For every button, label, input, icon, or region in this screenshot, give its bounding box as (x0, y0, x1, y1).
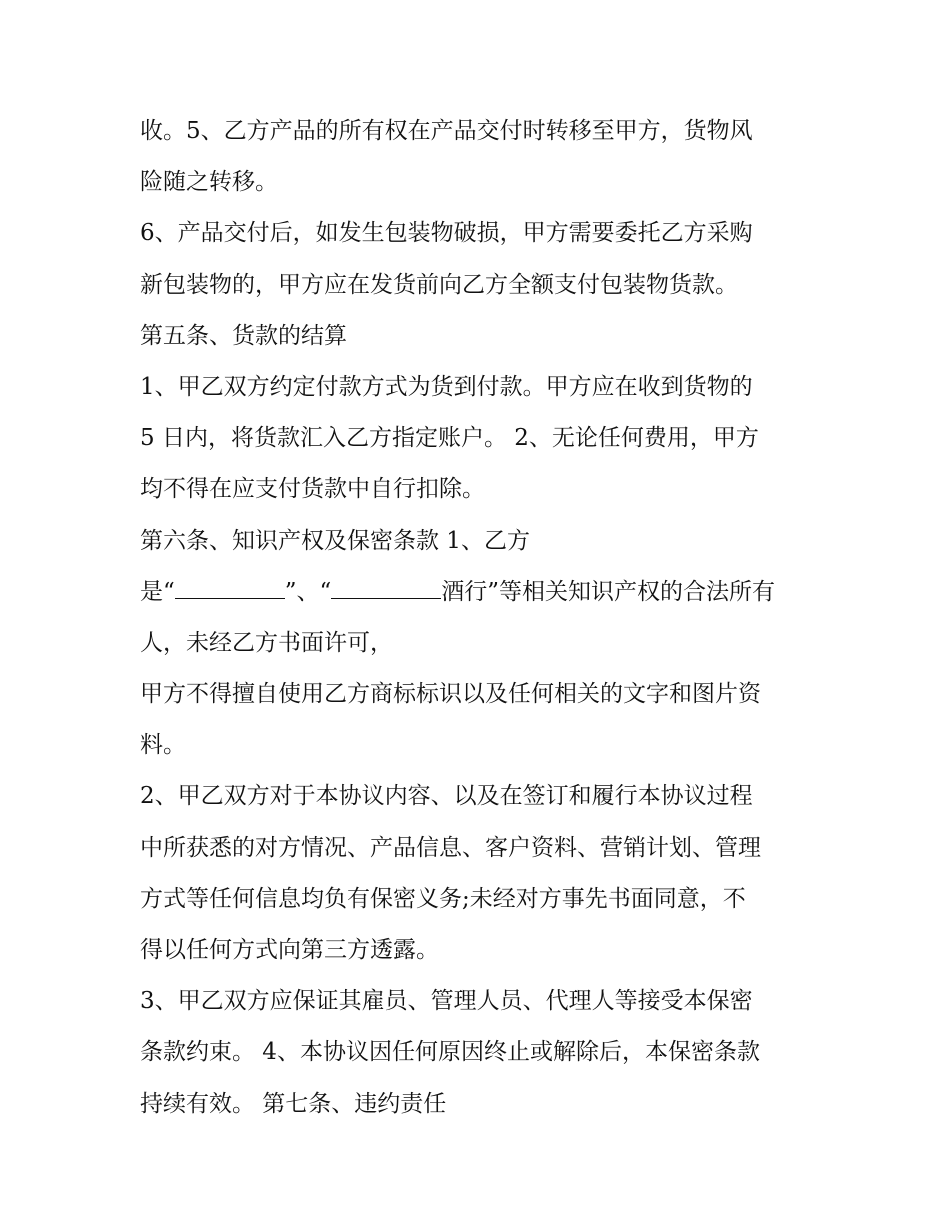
text-line: 持续有效。 第七条、违约责任 (140, 1090, 447, 1117)
document-body (140, 106, 820, 1130)
text-line: 人，未经乙方书面许可， (140, 629, 393, 656)
text-line: 收。5、乙方产品的所有权在产品交付时转移至甲方，货物风 (140, 118, 753, 144)
section-heading: 第六条、知识产权及保密条款 1、乙方 (140, 527, 530, 554)
text-line-with-blanks (140, 567, 820, 618)
text-line: 2、甲乙双方对于本协议内容、以及在签订和履行本协议过程 (140, 783, 753, 810)
text-fragment: ”、“ (284, 578, 332, 605)
text-line: 6、产品交付后，如发生包装物破损，甲方需要委托乙方采购 (140, 220, 753, 247)
fill-in-blank (331, 574, 441, 599)
text-line: 5 日内，将货款汇入乙方指定账户。 2、无论任何费用，甲方 (140, 425, 759, 452)
text-line: 险随之转移。 (140, 169, 278, 196)
fill-in-blank (175, 574, 285, 599)
text-line: 得以任何方式向第三方透露。 (140, 937, 439, 963)
text-line: 料。 (140, 732, 186, 759)
text-line: 3、甲乙双方应保证其雇员、管理人员、代理人等接受本保密 (140, 988, 753, 1015)
text-line: 条款约束。 4、本协议因任何原因终止或解除后，本保密条款 (140, 1039, 760, 1066)
text-fragment: 酒行”等相关知识产权的合法所有 (441, 578, 776, 605)
text-line: 1、甲乙双方约定付款方式为货到付款。甲方应在收到货物的 (140, 373, 753, 400)
section-heading: 第五条、货款的结算 (140, 322, 347, 349)
text-line: 方式等任何信息均负有保密义务;未经对方事先书面同意，不 (140, 885, 746, 912)
text-line: 均不得在应支付货款中自行扣除。 (140, 476, 485, 503)
text-line: 新包装物的，甲方应在发货前向乙方全额支付包装物货款。 (140, 271, 738, 298)
text-line: 中所获悉的对方情况、产品信息、客户资料、营销计划、管理 (140, 834, 761, 861)
text-fragment: 是“ (140, 578, 175, 605)
text-line: 甲方不得擅自使用乙方商标标识以及任何相关的文字和图片资 (140, 681, 761, 708)
